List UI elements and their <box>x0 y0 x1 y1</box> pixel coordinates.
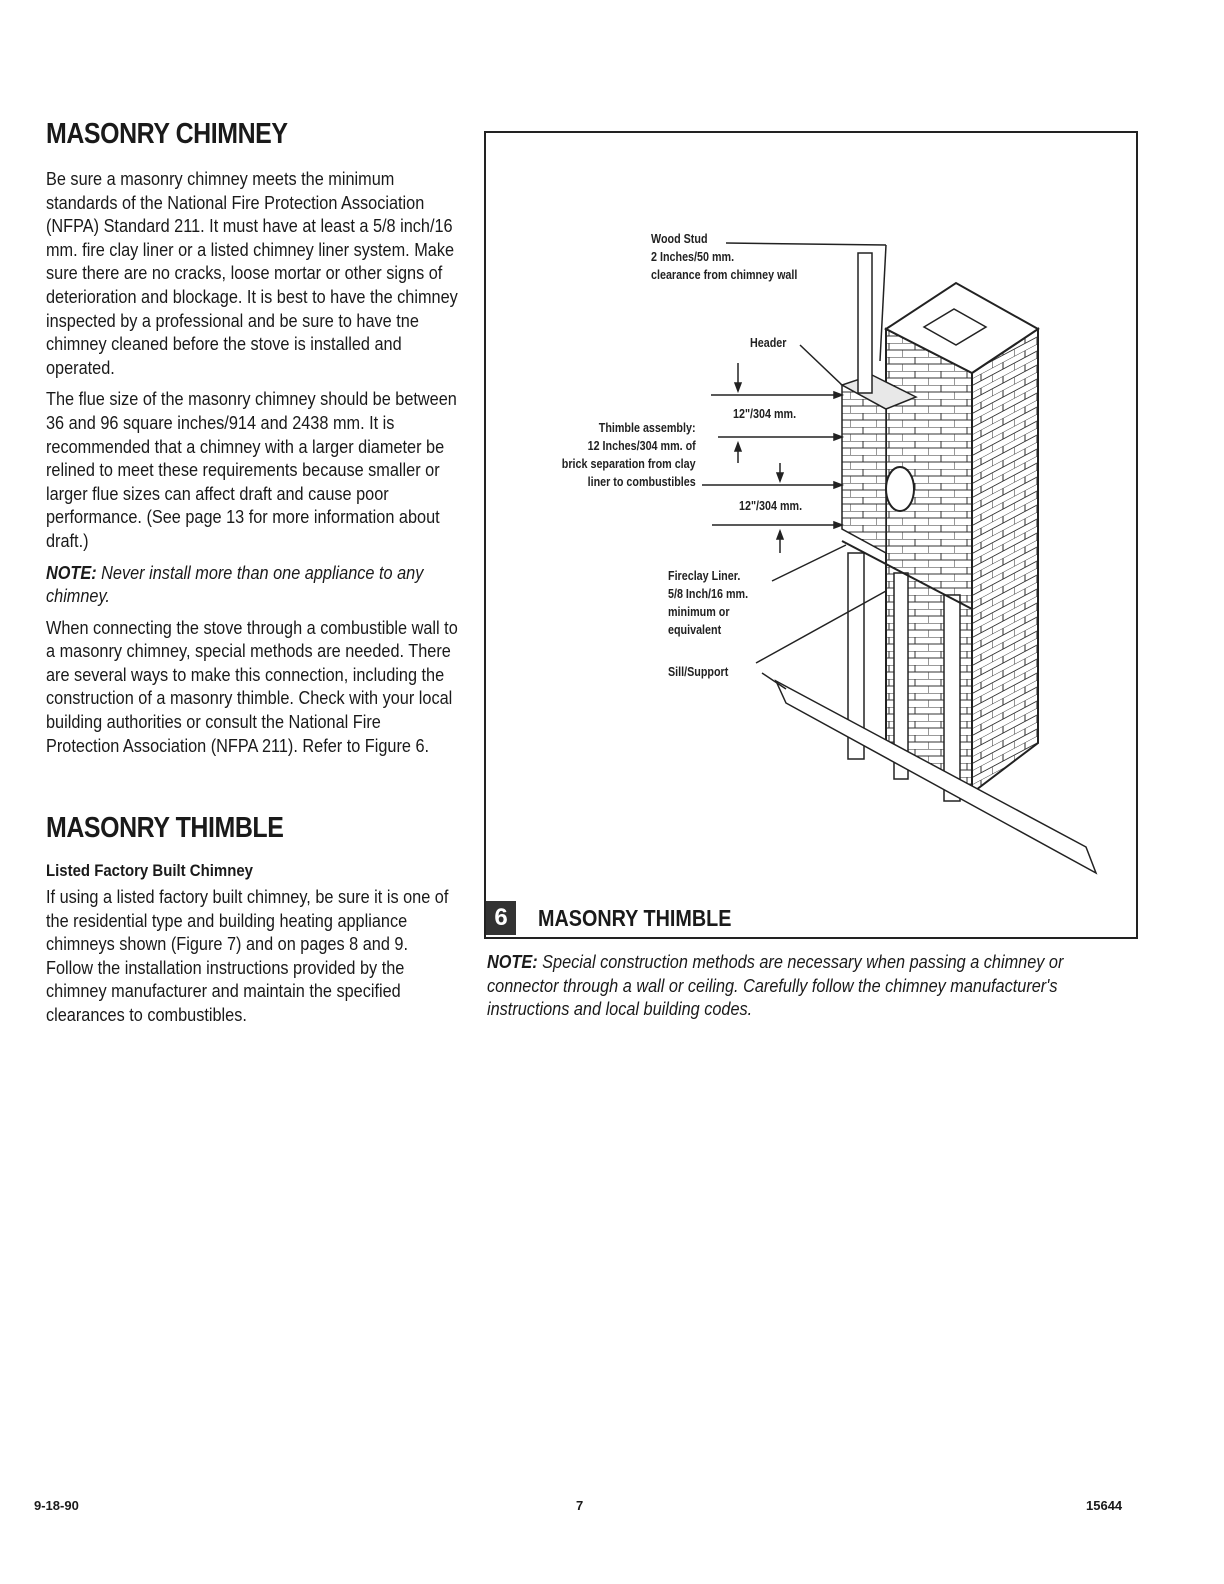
masonry-chimney-paragraph-1: Be sure a masonry chimney meets the minimum standards of the National Fire Protection Association (NFPA) Standard 211. It must have at least a 5/8 inch/16 mm. fire clay liner or a listed chimney liner system. Make sure there are no cracks, loose mortar or other signs of deterioration and blockage. It is best to have the chimney inspected by a professional and be sure to have tne chimney cleaned before the stove is installed and operated. <box>46 168 458 378</box>
masonry-chimney-note <box>46 561 458 608</box>
masonry-thimble-section <box>46 812 458 1035</box>
figure-note-text: Special construction methods are necessary when passing a chimney or connector through a wall or ceiling. Carefully follow the chimney manufacturer's instructions and local building codes. <box>487 951 1064 1020</box>
masonry-thimble-paragraph: If using a listed factory built chimney, be sure it is one of the residential type and building heating appliance chimneys shown (Figure 7) and on pages 8 and 9. Follow the installation instructions provided by the chimney manufacturer and maintain the specified clearances to combustibles. <box>46 886 449 1025</box>
masonry-chimney-paragraph-3: When connecting the stove through a combustible wall to a masonry chimney, special methods are needed. There are several ways to make this connection, including the construction of a masonry thimble. Check with your local building authorities or consult the National Fire Protection Association (NFPA 211). Refer to Figure 6. <box>46 616 458 756</box>
chimney-side-face <box>972 329 1038 793</box>
masonry-thimble-diagram <box>486 133 1136 899</box>
dimension-top-label: 12"/304 mm. <box>733 407 797 421</box>
thimble-assembly-label: Thimble assembly: <box>599 421 696 435</box>
figure-note-label: NOTE: <box>487 951 538 972</box>
wall-brick-section <box>842 385 886 553</box>
sill-support-label: Sill/Support <box>668 665 729 679</box>
wood-stud-clearance-detail: clearance from chimney wall <box>651 268 798 282</box>
note-text: Never install more than one appliance to any chimney. <box>46 561 424 607</box>
footer-date: 9-18-90 <box>34 1498 79 1513</box>
figure-6 <box>484 131 1138 939</box>
thimble-assembly-line-2: 12 Inches/304 mm. of <box>587 439 696 453</box>
figure-caption <box>486 899 1136 939</box>
figure-title: MASONRY THIMBLE <box>538 905 732 931</box>
wood-stud-label: Wood Stud <box>651 232 708 246</box>
wood-stud-clearance-label: 2 Inches/50 mm. <box>651 250 735 264</box>
footer-document-number: 15644 <box>1086 1498 1123 1513</box>
wood-stud-vertical <box>858 253 872 393</box>
masonry-chimney-section <box>46 118 458 765</box>
masonry-thimble-heading: MASONRY THIMBLE <box>46 812 284 844</box>
masonry-chimney-heading: MASONRY CHIMNEY <box>46 118 288 150</box>
listed-factory-built-chimney-subheading: Listed Factory Built Chimney <box>46 861 253 880</box>
stud-right <box>944 595 960 801</box>
fireclay-liner-line-4: equivalent <box>668 623 722 637</box>
fireclay-liner-label: Fireclay Liner. <box>668 569 741 583</box>
figure-number: 6 <box>486 901 516 935</box>
figure-note <box>487 950 1068 1021</box>
thimble-assembly-line-4: liner to combustibles <box>587 475 696 489</box>
note-label: NOTE: <box>46 561 97 583</box>
header-label: Header <box>750 336 787 350</box>
footer-page-number: 7 <box>576 1498 584 1513</box>
fireclay-liner-line-2: 5/8 Inch/16 mm. <box>668 587 749 601</box>
dimension-bottom-label: 12"/304 mm. <box>739 499 803 513</box>
masonry-chimney-paragraph-2: The flue size of the masonry chimney should be between 36 and 96 square inches/914 and 2438 mm. It is recommended that a chimney with a larger diameter be relined to meet these requirements because smaller or larger flue sizes can affect draft and cause poor performance. (See page 13 for more information about draft.) <box>46 388 457 551</box>
thimble-assembly-line-3: brick separation from clay <box>562 457 696 471</box>
thimble-opening <box>886 467 914 511</box>
fireclay-liner-line-3: minimum or <box>668 605 730 619</box>
